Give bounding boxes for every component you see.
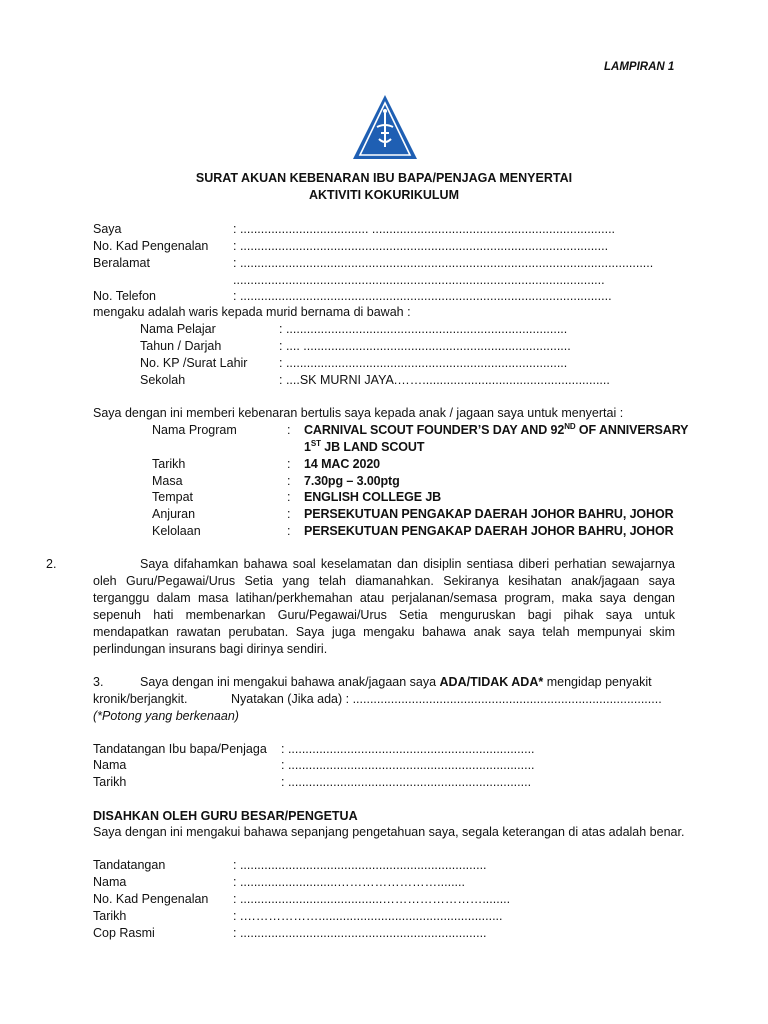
waris-statement: mengaku adalah waris kepada murid bernama di bawah : [93,305,411,319]
principal-name-label: Nama [93,875,127,889]
address-field-line2[interactable]: ........................................................................................................... [233,273,605,287]
principal-heading: DISAHKAN OLEH GURU BESAR/PENGETUA [93,809,358,823]
program-organizer-value: PERSEKUTUAN PENGAKAP DAERAH JOHOR BAHRU, JOHOR [304,507,674,521]
phone-field[interactable]: : ........................................................................................................... [233,289,612,303]
colon: : [287,490,291,504]
program-name-value-line2: 1ST JB LAND SCOUT [304,438,425,454]
student-year-field[interactable]: : .... ............................................................................. [279,339,571,353]
ic-label: No. Kad Pengenalan [93,239,209,253]
phone-label: No. Telefon [93,289,157,303]
saya-field[interactable]: : ..................................... ...................................................................... [233,222,616,236]
program-place-value: ENGLISH COLLEGE JB [304,490,442,504]
student-kp-label: No. KP /Surat Lahir [140,356,248,370]
program-managed-label: Kelolaan [152,524,201,538]
principal-date-field[interactable]: : .………………..................................................... [233,909,503,923]
program-name-value: CARNIVAL SCOUT FOUNDER’S DAY AND 92ND OF ANNIVERSARY [304,421,689,437]
program-time-label: Masa [152,474,183,488]
form-title-line1: SURAT AKUAN KEBENARAN IBU BAPA/PENJAGA MENYERTAI [195,171,573,185]
program-managed-value: PERSEKUTUAN PENGAKAP DAERAH JOHOR BAHRU, JOHOR [304,524,674,538]
program-organizer-label: Anjuran [152,507,196,521]
paragraph-3-number: 3. [93,675,104,689]
principal-statement: Saya dengan ini mengakui bahawa sepanjang pengetahuan saya, segala keterangan di atas adalah benar. [93,825,685,839]
paragraph-2: 2. Saya difahamkan bahawa soal keselamatan dan disiplin sentiasa diberi perhatian sewajarnya oleh Guru/Pegawai/Urus Setia yang telah diamanahkan. Sekiranya kesihatan anak/jagaan saya terganggu dalam masa latihan/perkhemahan atau perjalanan/semasa program, maka saya dengan sepenuh hati membenarkan Guru/Pegawai/Urus Setia menguruskan bagi pihak saya untuk mendapatkan rawatan perubatan. Saya juga mengaku bahawa anak saya telah mempunyai skim perlindungan insurans bagi dirinya sendiri. [46,557,675,656]
parent-sign-date-field[interactable]: : ...................................................................... [281,775,532,789]
strike-note: (*Potong yang berkenaan) [93,709,239,723]
colon: : [287,507,291,521]
student-name-field[interactable]: : ................................................................................. [279,322,568,336]
parent-signature-label: Tandatangan Ibu bapa/Penjaga [93,742,267,756]
parent-sign-name-field[interactable]: : ....................................................................... [281,758,535,772]
student-kp-field[interactable]: : ................................................................................. [279,356,568,370]
colon: : [287,474,291,488]
official-stamp-label: Cop Rasmi [93,926,155,940]
address-label: Beralamat [93,256,150,270]
parent-sign-date-label: Tarikh [93,775,127,789]
program-date-value: 14 MAC 2020 [304,457,381,471]
form-title-line2: AKTIVITI KOKURIKULUM [309,188,459,202]
lampiran-label: LAMPIRAN 1 [604,61,675,73]
program-time-value: 7.30pg – 3.00ptg [304,474,400,488]
program-name-label: Nama Program [152,423,237,437]
student-school-label: Sekolah [140,373,186,387]
paragraph-3-line2a: kronik/berjangkit. [93,692,188,706]
student-school-field[interactable]: : ....SK MURNI JAYA.……...................................................... [279,373,610,387]
colon: : [287,423,291,437]
parent-sign-name-label: Nama [93,758,127,772]
saya-label: Saya [93,222,122,236]
colon: : [287,524,291,538]
principal-ic-label: No. Kad Pengenalan [93,892,209,906]
official-stamp-field[interactable]: : ....................................................................... [233,926,487,940]
student-year-label: Tahun / Darjah [140,339,222,353]
parent-signature-field[interactable]: : ....................................................................... [281,742,535,756]
scout-emblem-icon [351,93,419,161]
program-place-label: Tempat [152,490,193,504]
paragraph-3-line1: Saya dengan ini mengakui bahawa anak/jagaan saya ADA/TIDAK ADA* mengidap penyakit [140,675,652,689]
colon: : [287,457,291,471]
principal-name-field[interactable]: : ............................……………………........ [233,875,465,889]
principal-sign-label: Tandatangan [93,858,166,872]
principal-date-label: Tarikh [93,909,127,923]
student-name-label: Nama Pelajar [140,322,216,336]
ic-field[interactable]: : .......................................................................................................... [233,239,609,253]
principal-sign-field[interactable]: : ....................................................................... [233,858,487,872]
chronic-illness-field[interactable]: Nyatakan (Jika ada) : ......................................................................................... [231,692,662,706]
permission-intro: Saya dengan ini memberi kebenaran bertulis saya kepada anak / jagaan saya untuk menyertai : [93,406,624,420]
address-field[interactable]: : ....................................................................................................................... [233,256,654,270]
program-date-label: Tarikh [152,457,186,471]
principal-ic-field[interactable]: : .........................................……………………........ [233,892,511,906]
